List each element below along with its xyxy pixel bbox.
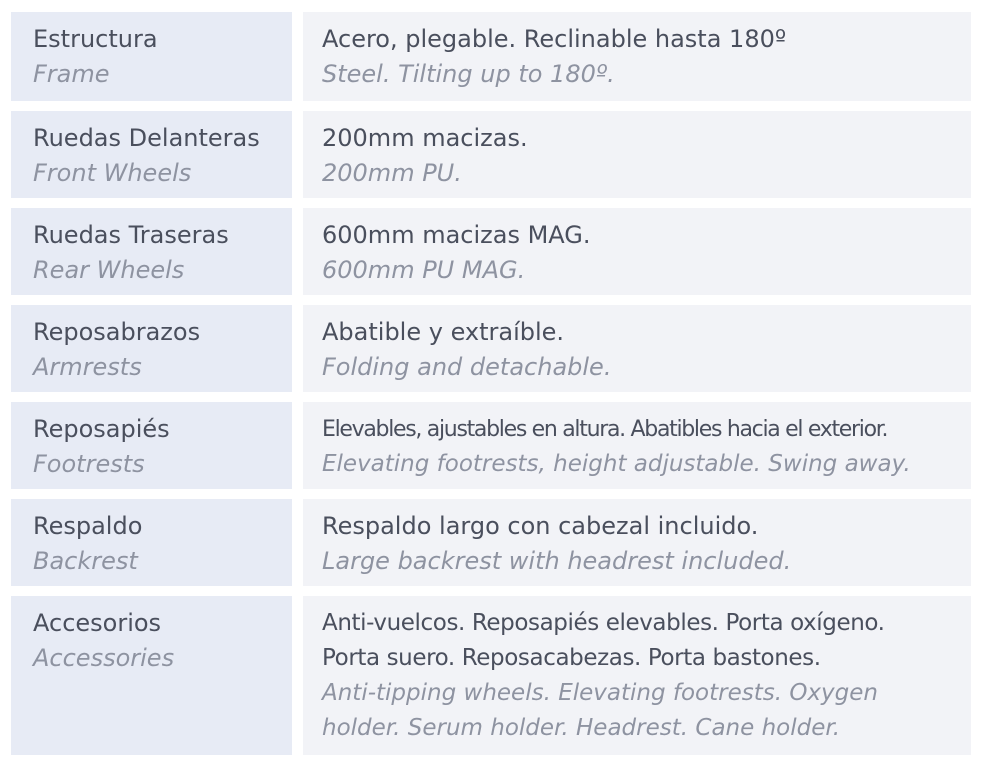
- spec-label-en: Front Wheels: [33, 159, 192, 187]
- spec-row-footrests: [11, 402, 971, 489]
- spec-label-es: Ruedas Traseras: [33, 221, 229, 249]
- spec-label-cell: [11, 208, 292, 295]
- spec-label-en: Accessories: [33, 644, 175, 672]
- spec-value-es: 600mm macizas MAG.: [322, 221, 591, 249]
- spec-value-en-line-1: Anti-tipping wheels. Elevating footrests. Oxygen: [322, 680, 878, 706]
- spec-label-es: Accesorios: [33, 609, 162, 637]
- spec-label-cell: [11, 596, 292, 755]
- spec-value-en: Elevating footrests, height adjustable. Swing away.: [322, 451, 911, 477]
- spec-value-en-line-2: holder. Serum holder. Headrest. Cane holder.: [322, 715, 841, 741]
- spec-value-en: Folding and detachable.: [322, 353, 612, 381]
- spec-label-cell: [11, 12, 292, 101]
- spec-value-es: Abatible y extraíble.: [322, 318, 565, 346]
- spec-label-en: Rear Wheels: [33, 256, 185, 284]
- spec-value-cell: [303, 305, 971, 392]
- spec-value-cell: [303, 12, 971, 101]
- spec-value-es: Elevables, ajustables en altura. Abatibles hacia el exterior.: [322, 417, 888, 442]
- spec-label-cell: [11, 111, 292, 198]
- spec-label-cell: [11, 402, 292, 489]
- spec-value-es: Acero, plegable. Reclinable hasta 180º: [322, 25, 787, 53]
- spec-value-en: Steel. Tilting up to 180º.: [322, 60, 615, 88]
- spec-row-rear-wheels: [11, 208, 971, 295]
- spec-value-en: Large backrest with headrest included.: [322, 547, 792, 575]
- spec-value-cell: [303, 596, 971, 755]
- spec-label-es: Respaldo: [33, 512, 143, 540]
- spec-row-frame: [11, 12, 971, 101]
- spec-row-armrests: [11, 305, 971, 392]
- spec-label-en: Footrests: [33, 450, 145, 478]
- spec-value-es: 200mm macizas.: [322, 124, 528, 152]
- spec-label-en: Backrest: [33, 547, 138, 575]
- spec-label-cell: [11, 499, 292, 586]
- spec-value-en: 600mm PU MAG.: [322, 256, 526, 284]
- spec-value-cell: [303, 499, 971, 586]
- spec-value-cell: [303, 208, 971, 295]
- spec-label-en: Armrests: [33, 353, 142, 381]
- spec-label-cell: [11, 305, 292, 392]
- spec-row-backrest: [11, 499, 971, 586]
- spec-row-front-wheels: [11, 111, 971, 198]
- spec-table: [11, 12, 971, 765]
- spec-value-es-line-1: Anti-vuelcos. Reposapiés elevables. Porta oxígeno.: [322, 610, 885, 636]
- spec-value-cell: [303, 402, 971, 489]
- spec-label-en: Frame: [33, 60, 110, 88]
- spec-value-en: 200mm PU.: [322, 159, 462, 187]
- spec-label-es: Reposabrazos: [33, 318, 201, 346]
- spec-value-es: Respaldo largo con cabezal incluido.: [322, 512, 759, 540]
- spec-value-cell: [303, 111, 971, 198]
- spec-label-es: Ruedas Delanteras: [33, 124, 260, 152]
- spec-value-es-line-2: Porta suero. Reposacabezas. Porta bastones.: [322, 645, 821, 671]
- spec-row-accessories: [11, 596, 971, 755]
- spec-label-es: Estructura: [33, 25, 158, 53]
- spec-label-es: Reposapiés: [33, 415, 170, 443]
